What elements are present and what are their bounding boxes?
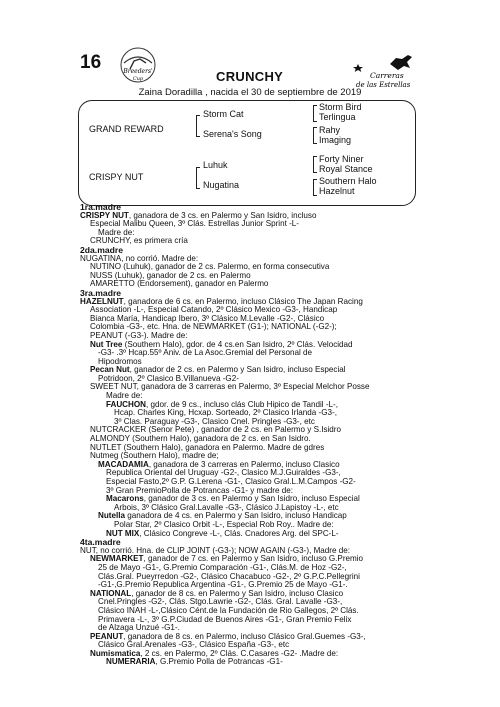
text-line: -G1-,G.Premio Republica Argentina -G1-, G.Premio 25 de Mayo -G1-.	[98, 580, 348, 590]
line-text: , ganador de 2 cs. en Palermo y San Isidro, incluso Especial	[129, 365, 346, 375]
text-line: Cnel.Pringles -G2-, Clás. Stgo.Lawrie -G2-, Clás. Gral. Lavalle -G3-,	[98, 597, 343, 607]
text-line: Colombia -G3-, etc. Hna. de NEWMARKET (G1-); NATIONAL (-G2-);	[90, 322, 337, 332]
line-text: , ganador de 8 cs. en Palermo y San Isidro, incluso Clasico	[131, 588, 344, 598]
line-text: , ganadora de 3 carreras en Palermo, incluso Clasico	[148, 459, 340, 469]
text-line: Primavera -L-, 3º G.P.Ciudad de Buenos Aires -G1-, Gran Premio Felix	[98, 614, 352, 624]
text-line	[80, 658, 410, 667]
horse-name-bold: NATIONAL	[90, 588, 132, 598]
text-line: SWEET NUT, ganadora de 3 carreras en Palermo, 3º Especial Melchor Posse	[90, 382, 370, 392]
horse-name-bold: Numismatica	[90, 648, 141, 658]
horse-description: Zaina Doradilla , nacida el 30 de septiembre de 2019	[138, 87, 362, 98]
line-text: , ganador de 7 cs. en Palermo y San Isidro, incluso G.Premio	[143, 554, 364, 564]
text-line	[80, 530, 410, 539]
pedigree-g3: Rahy	[319, 125, 341, 135]
text-line: NUT, no corrió. Hna. de CLIP JOINT (-G3-); NOW AGAIN (-G3-), Madre de:	[80, 545, 351, 555]
breeders-cup-logo	[112, 43, 164, 85]
text-line: NUTINO (Luhuk), ganador de 2 cs. Palermo, en forma consecutiva	[90, 262, 330, 272]
text-line: CRUNCHY, es primera cría	[90, 236, 188, 246]
text-line: Hcap. Charles King, Hcxap. Sorteado, 2º Clasico Irlanda -G3-,	[114, 408, 337, 418]
text-line: Bianca María, Handicap Ibero, 3º Clásico M.Levalle -G2-, Clásico	[90, 313, 325, 323]
text-line: Especial Fasto,2º G.P. G.Lerena -G1-, Clasico Gral.L.M.Campos -G2-	[106, 477, 356, 486]
text-line: NUSS (Luhuk), ganador de 2 cs. en Palermo	[90, 270, 251, 280]
horse-name-bold: NUMERARIA	[106, 657, 156, 667]
sire-name: GRAND REWARD	[89, 124, 164, 134]
text-line: NUTLET (Southern Halo), ganadora en Palermo. Madre de gdres	[90, 442, 325, 452]
line-text: , ganadora de 6 cs. en Palermo, incluso Clásico The Japan Racing	[123, 296, 363, 306]
text-line: Arbois, 3º Clásico Gral.Lavalle -G3-, Clásico J.Lapistoy -L-, etc	[114, 502, 339, 512]
bracket	[196, 115, 200, 137]
text-line: 25 de Mayo -G1-, G.Premio Comparación -G1-, Clás.M. de Hoz -G2-,	[98, 562, 347, 572]
pedigree-g3: Southern Halo	[319, 176, 377, 186]
text-line: Clásico Gral.Arenales -G3-, Clásico España -G3-, etc	[98, 640, 290, 650]
text-line: Potridoon, 2º Clasico B.Villanueva -G2-	[98, 373, 239, 383]
bracket	[313, 156, 317, 173]
pedigree-g3: Royal Stance	[319, 164, 373, 174]
line-text: , ganadora de 8 cs. en Palermo, incluso Clásico Gral.Guemes -G3-,	[123, 631, 366, 641]
pedigree-box	[78, 100, 416, 206]
text-line: Especial Malibu Queen, 3º Clás. Estrellas Junior Sprint -L-	[90, 219, 299, 229]
line-text: , ganador de 3 cs. en Palermo y San Isidro, incluso Especial	[143, 494, 360, 504]
horse-name-bold: HAZELNUT	[80, 296, 124, 306]
horse-name-bold: Macarons	[106, 494, 144, 504]
pedigree-g3: Storm Bird	[319, 102, 362, 112]
dam-dam: Nugatina	[203, 180, 240, 190]
text-line: Republica Oriental del Uruguay -G2-, Clasico M.J.Guiraldes -G3-,	[106, 468, 341, 478]
horse-name-bold: MACADAMIA	[98, 459, 149, 469]
line-text: , 2 cs. en Palermo, 2º Clás. C.Casares -G2- .Madre de:	[140, 648, 339, 658]
text-line: 3º Clas. Paraguay -G3-, Clasico Cnel. Pringles -G3-, etc	[114, 416, 315, 426]
sire-sire: Storm Cat	[203, 109, 244, 119]
text-line: Hipodromos	[98, 356, 142, 366]
line-text: , Clásico Congreve -L-, Clás. Cnadores Arg. del SPC-L-	[139, 528, 339, 538]
pedigree-g3: Imaging	[319, 135, 352, 145]
svg-text:Breeders': Breeders'	[123, 68, 153, 75]
text-line: Madre de:	[106, 391, 143, 401]
section-heading: 2da.madre	[80, 244, 123, 255]
text-line: NUTCRACKER (Senor Pete) , ganador de 2 cs. en Palermo y S.Isidro	[90, 425, 342, 435]
horse-name-bold: Nut Tree	[90, 339, 123, 349]
horse-name-bold: Pecan Nut	[90, 365, 130, 375]
bracket	[196, 167, 200, 189]
line-text: , G.Premio Polla de Potrancas -G1-	[155, 657, 283, 667]
horse-name-bold: CRISPY NUT	[80, 210, 129, 220]
text-line: de Alzaga Unzué -G1-.	[98, 623, 180, 633]
section-heading: 4ta.madre	[80, 537, 121, 548]
horse-name: CRUNCHY	[216, 69, 284, 84]
text-line: Clásico INAH -L-,Clásico Cént.de la Fundación de Rio Gallegos, 2º Clás.	[98, 605, 359, 615]
bracket	[313, 105, 317, 122]
svg-text:de las Estrellas: de las Estrellas	[356, 81, 411, 89]
text-line: PEANUT (-G3-). Madre de:	[90, 330, 188, 340]
lot-number: 16	[80, 52, 102, 73]
bracket	[313, 179, 317, 196]
catalog-text	[80, 203, 410, 667]
horse-name-bold: NUT MIX	[106, 528, 140, 538]
text-line: Clás.Gral. Pueyrredon -G2-, Clásico Chacabuco -G2-, 2º G.P.C.Pellegrini	[98, 571, 360, 581]
line-text: , gdor. de 9 cs., incluso clás Club Hipico de Tandil -L-,	[146, 399, 338, 409]
bracket	[313, 127, 317, 144]
text-line: 3º Gran PremioPolla de Potrancas -G1- y madre de:	[106, 485, 293, 495]
line-text: , ganadora de 3 cs. en Palermo y San Isidro, incluso	[128, 210, 317, 220]
svg-text:Carreras: Carreras	[370, 71, 404, 80]
dam-sire: Luhuk	[203, 160, 228, 170]
dam-name: CRISPY NUT	[89, 172, 144, 182]
text-line: -G3- .3º Hcap.55º Aniv. de La Asoc.Gremial del Personal de	[98, 348, 313, 358]
text-line: Madre de:	[98, 227, 135, 237]
text-line: Nutmeg (Southern Halo), madre de;	[90, 451, 219, 461]
horse-name-bold: Nutella	[98, 511, 125, 521]
text-line: ALMONDY (Southern Halo), ganadora de 2 cs. en San Isidro.	[90, 434, 311, 444]
horse-name-bold: NEWMARKET	[90, 554, 144, 564]
text-line: Polar Star, 2º Clasico Orbit -L-, Especial Rob Roy.. Madre de:	[114, 519, 334, 529]
text-line: NUGATINA, no corrió. Madre de:	[80, 253, 199, 263]
text-line: AMARETTO (Endorsement), ganador en Palermo	[90, 279, 269, 289]
horse-name-bold: PEANUT	[90, 631, 124, 641]
text-line: Association -L-, Especial Catando, 2º Clásico Mexico -G3-, Handicap	[90, 305, 338, 315]
line-text: (Southern Halo), gdor. de 4 cs.en San Isidro, 2º Clás. Velocidad	[122, 339, 353, 349]
section-heading: 1ra.madre	[80, 202, 122, 212]
sire-dam: Serena's Song	[203, 129, 262, 139]
pedigree-g3: Hazelnut	[319, 186, 355, 196]
pedigree-g3: Terlingua	[319, 112, 356, 122]
horse-name-bold: FAUCHON	[106, 399, 147, 409]
line-text: ganadora de 4 cs. en Palermo y San Isidro, incluso Handicap	[125, 511, 347, 521]
svg-text:Cup: Cup	[132, 76, 144, 82]
pedigree-g3: Forty Niner	[319, 154, 364, 164]
section-heading: 3ra.madre	[80, 287, 122, 298]
